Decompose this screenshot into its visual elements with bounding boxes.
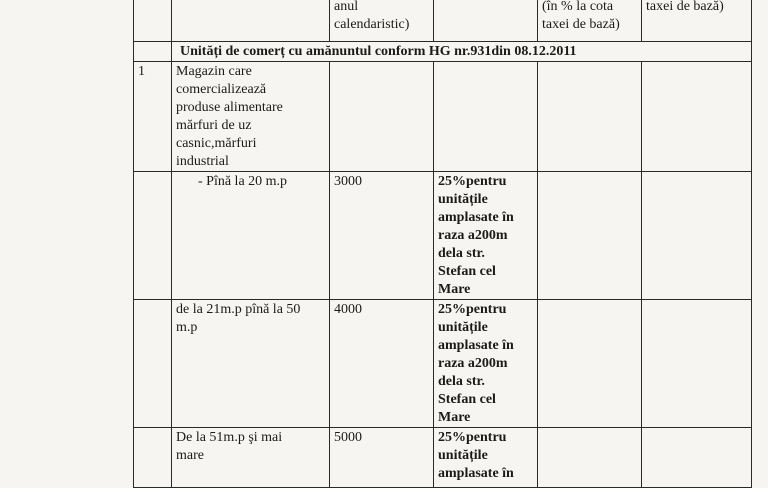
section-title: Unități de comerț cu amănuntul conform HG nr.931din 08.12.2011 [172, 42, 752, 62]
header-row [134, 0, 752, 42]
empty-cell [642, 300, 752, 428]
subrow-note: 25%pentru unitățile amplasate în raza a200m dela str. Stefan cel Mare [434, 172, 538, 300]
header-cell-3 [330, 0, 434, 42]
empty-cell [434, 62, 538, 172]
row-description: Magazin care comercializează produse alimentare mărfuri de uz casnic,mărfuri industrial [172, 62, 330, 172]
table-row [134, 172, 752, 300]
header-cell-4 [434, 0, 538, 42]
empty-cell [134, 428, 172, 488]
section-number-cell [134, 42, 172, 62]
empty-cell [134, 300, 172, 428]
empty-cell [134, 172, 172, 300]
header-col3-line: anul [334, 0, 359, 14]
empty-cell [538, 62, 642, 172]
empty-cell [642, 172, 752, 300]
section-row [134, 42, 752, 62]
table-row [134, 300, 752, 428]
subrow-label: de la 21m.p pînă la 50 m.p [172, 300, 330, 428]
header-col5-line: (în % la cota [542, 0, 614, 14]
subrow-label: - Pînă la 20 m.p [172, 172, 330, 300]
subrow-note: 25%pentru unitățile amplasate în raza a200m dela str. Stefan cel Mare [434, 300, 538, 428]
table-row [134, 428, 752, 488]
header-cell-1 [134, 0, 172, 42]
header-col6-line: taxei de bază) [646, 0, 724, 14]
subrow-amount: 5000 [330, 428, 434, 488]
header-col3-line: calendaristic) [334, 17, 410, 32]
header-cell-2 [172, 0, 330, 42]
tax-table [133, 0, 752, 488]
empty-cell [642, 62, 752, 172]
row-number: 1 [134, 62, 172, 172]
empty-cell [538, 428, 642, 488]
subrow-amount: 3000 [330, 172, 434, 300]
header-cell-5 [538, 0, 642, 42]
subrow-note: 25%pentru unitățile amplasate în [434, 428, 538, 488]
header-col5-line: taxei de bază) [542, 17, 620, 32]
header-cell-6 [642, 0, 752, 42]
empty-cell [330, 62, 434, 172]
empty-cell [642, 428, 752, 488]
subrow-amount: 4000 [330, 300, 434, 428]
subrow-label: De la 51m.p şi mai mare [172, 428, 330, 488]
table-row [134, 62, 752, 172]
empty-cell [538, 300, 642, 428]
empty-cell [538, 172, 642, 300]
